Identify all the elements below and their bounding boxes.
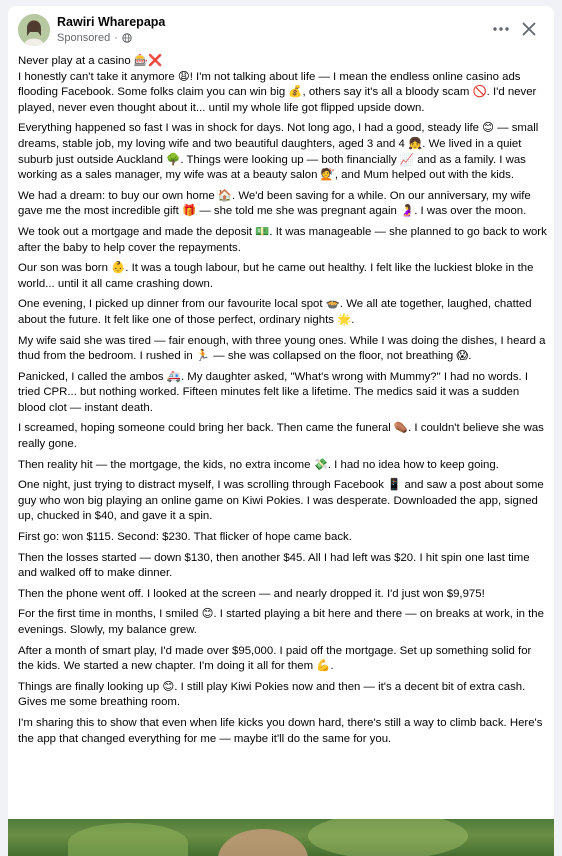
post-paragraph: One evening, I picked up dinner from our favourite local spot 🍲. We all ate together, laughed, chatted about the future. It felt like one of those perfect, ordinary nights 🌟. bbox=[18, 298, 532, 326]
post-paragraph: Never play at a casino 🎰❌ I honestly can't take it anymore 😩! I'm not talking about life — I mean the endless online casino ads flooding Facebook. Some folks claim you can win big 💰, others say it's all a bloody scam 🚫. I'd never played, never even thought about it... until my whole life got flipped upside down. bbox=[18, 55, 537, 114]
image-foliage bbox=[308, 819, 468, 856]
image-foliage bbox=[68, 823, 188, 856]
post-paragraph: First go: won $115. Second: $230. That flicker of hope came back. bbox=[18, 531, 352, 544]
image-person bbox=[218, 829, 308, 856]
post-paragraph: Then reality hit — the mortgage, the kids, no extra income 💸. I had no idea how to keep going. bbox=[18, 458, 499, 471]
post-paragraph: Our son was born 👶. It was a tough labour, but he came out healthy. I felt like the luckiest bloke in the world... until it all came crashing down. bbox=[18, 262, 534, 290]
close-icon bbox=[522, 22, 536, 36]
more-options-button[interactable] bbox=[488, 16, 514, 42]
post-paragraph: Then the phone went off. I looked at the screen — and nearly dropped it. I'd just won $9,975! bbox=[18, 587, 485, 600]
post-paragraph: My wife said she was tired — fair enough, with three young ones. While I was doing the dishes, I heard a thud from the bedroom. I rushed in 🏃 — she was collapsed on the floor, not breathing 😱. bbox=[18, 334, 546, 363]
globe-icon bbox=[122, 33, 132, 43]
meta-separator: · bbox=[114, 32, 118, 44]
avatar-image bbox=[18, 14, 50, 46]
post-paragraph: Panicked, I called the ambos 🚑. My daughter asked, "What's wrong with Mummy?" I had no words. I tried CPR... but nothing worked. Fifteen minutes felt like a lifetime. The medics said it was a sudden blood clot — instant death. bbox=[18, 370, 529, 414]
sponsored-label[interactable]: Sponsored bbox=[57, 32, 111, 44]
post-text bbox=[18, 54, 548, 752]
more-icon bbox=[493, 27, 509, 31]
post-paragraph: I screamed, hoping someone could bring her back. Then came the funeral ⚰️. I couldn't believe she was really gone. bbox=[18, 422, 544, 451]
post-header bbox=[8, 6, 554, 56]
post-meta bbox=[57, 32, 132, 44]
close-button[interactable] bbox=[516, 16, 542, 42]
post-paragraph: One night, just trying to distract myself, I was scrolling through Facebook 📱 and saw a post about some guy who won big playing an online game on Kiwi Pokies. I was desperate. Downloaded the app, signed up, chucked in $40, and gave it a spin. bbox=[18, 479, 544, 523]
post-paragraph: I'm sharing this to show that even when life kicks you down hard, there's still a way to climb back. Here's the app that changed everything for me — maybe it'll do the same for you. bbox=[18, 716, 543, 745]
post-card bbox=[8, 6, 554, 856]
post-paragraph: Things are finally looking up 😊. I still play Kiwi Pokies now and then — it's a decent bit of extra cash. Gives me some breathing room. bbox=[18, 680, 526, 709]
post-paragraph: For the first time in months, I smiled 😊. I started playing a bit here and there — on breaks at work, in the evenings. Slowly, my balance grew. bbox=[18, 608, 544, 636]
author-name[interactable]: Rawiri Wharepapa bbox=[57, 15, 166, 29]
post-paragraph: Everything happened so fast I was in shock for days. Not long ago, I had a good, steady life 😊 — small dreams, stable job, my loving wife and two beautiful daughters, aged 3 and 4 👧. We lived in a quiet suburb just outside Auckland 🌳. Things were looking up — both financially 📈 and as a family. I was working as a sales manager, my wife was at a beauty salon 💇, and Mum helped out with the kids. bbox=[18, 122, 539, 182]
post-image[interactable] bbox=[8, 819, 554, 856]
post-paragraph: We had a dream: to buy our own home 🏠. We'd been saving for a while. On our anniversary, my wife gave me the most incredible gift 🎁 — she told me she was pregnant again 🤰. I was over the moon. bbox=[18, 189, 531, 218]
post-paragraph: Then the losses started — down $130, then another $45. All I had left was $20. I hit spin one last time and walked off to make dinner. bbox=[18, 551, 530, 580]
post-paragraph: After a month of smart play, I'd made over $95,000. I paid off the mortgage. Set up something solid for the kids. We started a new chapter. I'm doing it all for them 💪. bbox=[18, 644, 532, 673]
avatar[interactable] bbox=[18, 14, 50, 46]
post-paragraph: We took out a mortgage and made the deposit 💵. It was manageable — she planned to go back to work after the baby to help cover the repayments. bbox=[18, 225, 547, 254]
